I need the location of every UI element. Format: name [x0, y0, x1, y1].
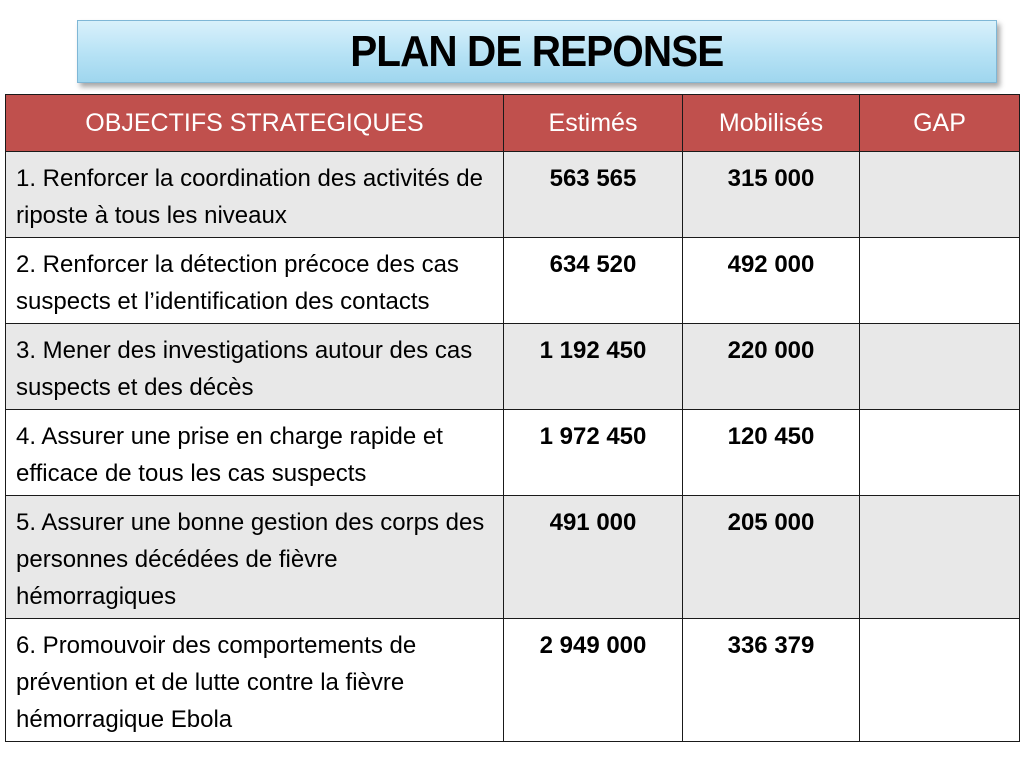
mobilized-cell: 120 450	[683, 410, 860, 496]
objective-cell: 3. Mener des investigations autour des cas suspects et des décès	[6, 324, 504, 410]
table-row	[6, 152, 1020, 238]
mobilized-cell: 492 000	[683, 238, 860, 324]
estimated-cell: 563 565	[504, 152, 683, 238]
estimated-cell: 1 192 450	[504, 324, 683, 410]
header-mobilized: Mobilisés	[683, 95, 860, 152]
gap-cell	[860, 496, 1020, 619]
estimated-cell: 634 520	[504, 238, 683, 324]
estimated-cell: 2 949 000	[504, 619, 683, 742]
estimated-cell: 1 972 450	[504, 410, 683, 496]
title-banner	[77, 20, 997, 83]
header-objectives: OBJECTIFS STRATEGIQUES	[6, 95, 504, 152]
mobilized-cell: 336 379	[683, 619, 860, 742]
objective-cell: 5. Assurer une bonne gestion des corps des personnes décédées de fièvre hémorragiques	[6, 496, 504, 619]
table-row	[6, 496, 1020, 619]
mobilized-cell: 315 000	[683, 152, 860, 238]
gap-cell	[860, 152, 1020, 238]
table-row	[6, 238, 1020, 324]
gap-cell	[860, 410, 1020, 496]
objective-cell: 4. Assurer une prise en charge rapide et efficace de tous les cas suspects	[6, 410, 504, 496]
table-row	[6, 410, 1020, 496]
objective-cell: 6. Promouvoir des comportements de prévention et de lutte contre la fièvre hémorragique Ebola	[6, 619, 504, 742]
gap-cell	[860, 324, 1020, 410]
response-plan-table	[5, 94, 1020, 742]
mobilized-cell: 220 000	[683, 324, 860, 410]
mobilized-cell: 205 000	[683, 496, 860, 619]
header-estimated: Estimés	[504, 95, 683, 152]
table-row	[6, 324, 1020, 410]
table-row	[6, 619, 1020, 742]
gap-cell	[860, 619, 1020, 742]
objective-cell: 1. Renforcer la coordination des activités de riposte à tous les niveaux	[6, 152, 504, 238]
header-gap: GAP	[860, 95, 1020, 152]
table-header-row	[6, 95, 1020, 152]
objective-cell: 2. Renforcer la détection précoce des cas suspects et l’identification des contacts	[6, 238, 504, 324]
estimated-cell: 491 000	[504, 496, 683, 619]
gap-cell	[860, 238, 1020, 324]
page-title: PLAN DE REPONSE	[350, 26, 724, 76]
